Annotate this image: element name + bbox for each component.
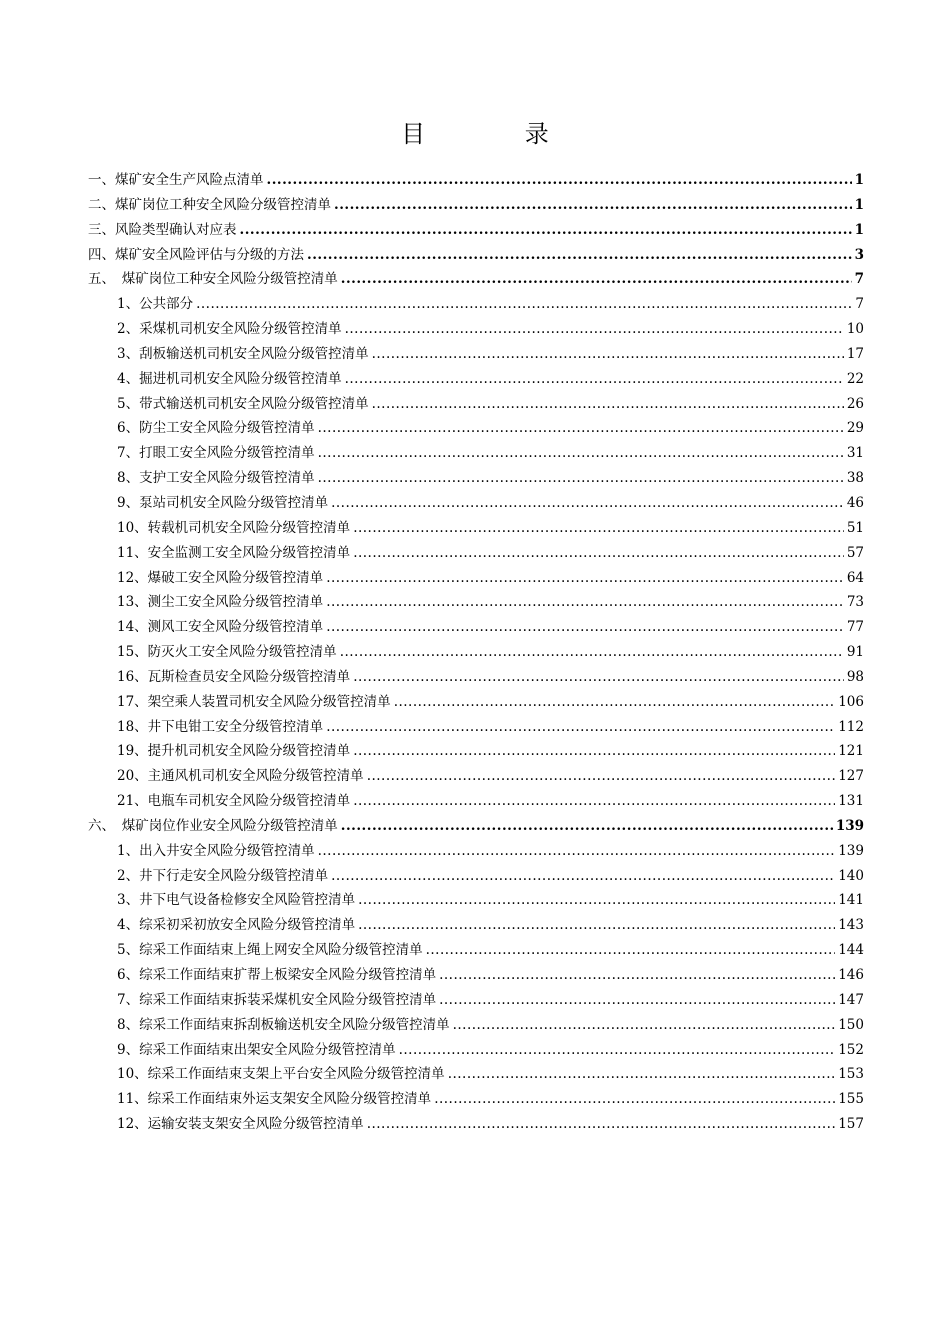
toc-dot-leader <box>439 963 835 988</box>
toc-entry-label: 1、公共部分 <box>117 296 194 313</box>
toc-entry-label: 21、电瓶车司机安全风险分级管控清单 <box>117 793 351 810</box>
toc-subsection-entry[interactable] <box>88 888 864 913</box>
toc-entry-page-number: 7 <box>854 271 864 288</box>
toc-entry-page-number: 112 <box>838 718 864 735</box>
toc-dot-leader <box>353 739 835 764</box>
toc-dot-leader <box>318 839 836 864</box>
toc-entry-label: 10、转载机司机安全风险分级管控清单 <box>117 519 351 536</box>
toc-entry-label: 12、爆破工安全风险分级管控清单 <box>117 569 324 586</box>
toc-entry-page-number: 91 <box>846 644 864 661</box>
toc-section-entry[interactable] <box>88 168 864 193</box>
toc-entry-page-number: 147 <box>838 991 864 1008</box>
toc-entry-label: 五、 煤矿岗位工种安全风险分级管控清单 <box>88 271 338 288</box>
toc-dot-leader <box>340 640 844 665</box>
page-title: 目 录 <box>401 120 595 148</box>
toc-entry-page-number: 140 <box>838 867 864 884</box>
toc-entry-label: 六、 煤矿岗位作业安全风险分级管控清单 <box>88 817 338 834</box>
toc-dot-leader <box>358 888 835 913</box>
toc-entry-page-number: 131 <box>838 793 864 810</box>
toc-entry-label: 9、泵站司机安全风险分级管控清单 <box>117 494 329 511</box>
table-of-contents <box>88 168 864 1137</box>
toc-entry-page-number: 10 <box>846 321 864 338</box>
toc-entry-page-number: 139 <box>835 817 864 834</box>
toc-entry-label: 16、瓦斯检查员安全风险分级管控清单 <box>117 668 351 685</box>
toc-dot-leader <box>434 1087 835 1112</box>
toc-entry-label: 15、防灭火工安全风险分级管控清单 <box>117 644 337 661</box>
toc-entry-label: 18、井下电钳工安全分级管控清单 <box>117 718 324 735</box>
toc-subsection-entry[interactable] <box>88 566 864 591</box>
toc-entry-label: 11、安全监测工安全风险分级管控清单 <box>117 544 351 561</box>
toc-entry-page-number: 73 <box>846 594 864 611</box>
toc-subsection-entry[interactable] <box>88 342 864 367</box>
toc-entry-page-number: 157 <box>838 1116 864 1133</box>
toc-dot-leader <box>399 1038 836 1063</box>
toc-entry-page-number: 17 <box>846 345 864 362</box>
toc-dot-leader <box>453 1013 836 1038</box>
toc-entry-page-number: 38 <box>846 470 864 487</box>
toc-entry-page-number: 3 <box>854 246 864 263</box>
toc-entry-page-number: 121 <box>838 743 864 760</box>
toc-dot-leader <box>448 1062 836 1087</box>
toc-entry-label: 14、测风工安全风险分级管控清单 <box>117 619 324 636</box>
toc-entry-page-number: 127 <box>838 768 864 785</box>
toc-subsection-entry[interactable] <box>88 491 864 516</box>
toc-entry-page-number: 106 <box>838 693 864 710</box>
toc-dot-leader <box>372 392 844 417</box>
toc-entry-label: 4、掘进机司机安全风险分级管控清单 <box>117 370 342 387</box>
toc-entry-page-number: 1 <box>854 172 864 188</box>
toc-entry-page-number: 26 <box>846 395 864 412</box>
toc-dot-leader <box>240 218 852 243</box>
toc-subsection-entry[interactable] <box>88 416 864 441</box>
toc-entry-label: 3、刮板输送机司机安全风险分级管控清单 <box>117 345 369 362</box>
toc-subsection-entry[interactable] <box>88 466 864 491</box>
toc-subsection-entry[interactable] <box>88 764 864 789</box>
toc-entry-page-number: 141 <box>838 892 864 909</box>
toc-subsection-entry[interactable] <box>88 1038 864 1063</box>
toc-dot-leader <box>334 193 852 218</box>
toc-entry-label: 5、带式输送机司机安全风险分级管控清单 <box>117 395 369 412</box>
toc-dot-leader <box>318 466 844 491</box>
toc-entry-page-number: 1 <box>854 196 864 213</box>
toc-entry-page-number: 150 <box>838 1016 864 1033</box>
toc-subsection-entry[interactable] <box>88 516 864 541</box>
toc-section-entry[interactable] <box>88 218 864 243</box>
toc-entry-label: 5、综采工作面结束上绳上网安全风险分级管控清单 <box>117 942 423 959</box>
toc-entry-page-number: 22 <box>846 370 864 387</box>
toc-entry-page-number: 46 <box>846 494 864 511</box>
toc-subsection-entry[interactable] <box>88 690 864 715</box>
toc-dot-leader <box>394 690 836 715</box>
toc-subsection-entry[interactable] <box>88 367 864 392</box>
toc-subsection-entry[interactable] <box>88 615 864 640</box>
toc-entry-label: 6、防尘工安全风险分级管控清单 <box>117 420 315 437</box>
toc-entry-label: 7、综采工作面结束拆装采煤机安全风险分级管控清单 <box>117 991 437 1008</box>
toc-dot-leader <box>331 864 835 889</box>
toc-subsection-entry[interactable] <box>88 1013 864 1038</box>
toc-dot-leader <box>426 938 836 963</box>
toc-entry-label: 一、煤矿安全生产风险点清单 <box>88 172 264 188</box>
toc-entry-page-number: 31 <box>846 445 864 462</box>
toc-entry-page-number: 143 <box>838 917 864 934</box>
toc-entry-page-number: 152 <box>838 1041 864 1058</box>
toc-subsection-entry[interactable] <box>88 913 864 938</box>
toc-entry-label: 20、主通风机司机安全风险分级管控清单 <box>117 768 364 785</box>
toc-entry-label: 13、测尘工安全风险分级管控清单 <box>117 594 324 611</box>
toc-entry-page-number: 51 <box>846 519 864 536</box>
toc-subsection-entry[interactable] <box>88 988 864 1013</box>
toc-section-entry[interactable] <box>88 243 864 268</box>
toc-dot-leader <box>196 292 852 317</box>
toc-entry-label: 8、综采工作面结束拆刮板输送机安全风险分级管控清单 <box>117 1016 450 1033</box>
toc-entry-label: 7、打眼工安全风险分级管控清单 <box>117 445 315 462</box>
toc-subsection-entry[interactable] <box>88 1087 864 1112</box>
toc-dot-leader <box>353 665 844 690</box>
toc-dot-leader <box>326 590 844 615</box>
toc-dot-leader <box>331 491 844 516</box>
toc-dot-leader <box>307 243 852 268</box>
toc-subsection-entry[interactable] <box>88 392 864 417</box>
toc-entry-page-number: 57 <box>846 544 864 561</box>
toc-entry-page-number: 1 <box>854 221 864 238</box>
toc-dot-leader <box>345 367 844 392</box>
toc-dot-leader <box>345 317 844 342</box>
toc-entry-label: 9、综采工作面结束出架安全风险分级管控清单 <box>117 1041 396 1058</box>
toc-section-entry[interactable] <box>88 267 864 292</box>
toc-dot-leader <box>318 416 844 441</box>
toc-entry-label: 11、综采工作面结束外运支架安全风险分级管控清单 <box>117 1091 432 1108</box>
toc-entry-label: 19、提升机司机安全风险分级管控清单 <box>117 743 351 760</box>
toc-entry-label: 8、支护工安全风险分级管控清单 <box>117 470 315 487</box>
toc-entry-label: 四、煤矿安全风险评估与分级的方法 <box>88 246 304 263</box>
toc-subsection-entry[interactable] <box>88 292 864 317</box>
toc-entry-page-number: 77 <box>846 619 864 636</box>
toc-subsection-entry[interactable] <box>88 665 864 690</box>
toc-dot-leader <box>367 764 836 789</box>
toc-subsection-entry[interactable] <box>88 541 864 566</box>
toc-entry-page-number: 139 <box>838 842 864 859</box>
toc-entry-label: 三、风险类型确认对应表 <box>88 221 237 238</box>
toc-subsection-entry[interactable] <box>88 938 864 963</box>
toc-dot-leader <box>358 913 835 938</box>
toc-dot-leader <box>372 342 844 367</box>
toc-dot-leader <box>326 615 844 640</box>
toc-dot-leader <box>353 541 844 566</box>
toc-subsection-entry[interactable] <box>88 715 864 740</box>
toc-dot-leader <box>326 715 835 740</box>
toc-subsection-entry[interactable] <box>88 1112 864 1137</box>
toc-entry-label: 12、运输安装支架安全风险分级管控清单 <box>117 1116 364 1133</box>
toc-entry-label: 3、井下电气设备检修安全风险管控清单 <box>117 892 356 909</box>
toc-entry-page-number: 153 <box>838 1066 864 1083</box>
toc-dot-leader <box>367 1112 836 1137</box>
toc-entry-label: 2、采煤机司机安全风险分级管控清单 <box>117 321 342 338</box>
toc-subsection-entry[interactable] <box>88 789 864 814</box>
toc-section-entry[interactable] <box>88 814 864 839</box>
toc-entry-label: 1、出入井安全风险分级管控清单 <box>117 842 315 859</box>
toc-subsection-entry[interactable] <box>88 640 864 665</box>
toc-dot-leader <box>439 988 835 1013</box>
toc-entry-label: 10、综采工作面结束支架上平台安全风险分级管控清单 <box>117 1066 445 1083</box>
toc-entry-page-number: 98 <box>846 668 864 685</box>
toc-subsection-entry[interactable] <box>88 1062 864 1087</box>
toc-dot-leader <box>326 566 844 591</box>
toc-dot-leader <box>341 267 852 292</box>
toc-entry-label: 二、煤矿岗位工种安全风险分级管控清单 <box>88 196 331 213</box>
toc-dot-leader <box>267 168 852 193</box>
toc-subsection-entry[interactable] <box>88 864 864 889</box>
toc-entry-page-number: 155 <box>838 1091 864 1108</box>
toc-entry-page-number: 7 <box>855 296 864 313</box>
toc-subsection-entry[interactable] <box>88 739 864 764</box>
toc-dot-leader <box>318 441 844 466</box>
toc-entry-page-number: 29 <box>846 420 864 437</box>
toc-section-entry[interactable] <box>88 193 864 218</box>
toc-entry-label: 17、架空乘人装置司机安全风险分级管控清单 <box>117 693 391 710</box>
toc-entry-label: 2、井下行走安全风险分级管控清单 <box>117 867 329 884</box>
toc-dot-leader <box>341 814 833 839</box>
toc-dot-leader <box>353 789 835 814</box>
toc-subsection-entry[interactable] <box>88 441 864 466</box>
toc-entry-label: 6、综采工作面结束扩帮上板梁安全风险分级管控清单 <box>117 967 437 983</box>
toc-entry-label: 4、综采初采初放安全风险分级管控清单 <box>117 917 356 934</box>
toc-dot-leader <box>353 516 844 541</box>
toc-subsection-entry[interactable] <box>88 839 864 864</box>
toc-subsection-entry[interactable] <box>88 590 864 615</box>
toc-subsection-entry[interactable] <box>88 963 864 988</box>
toc-subsection-entry[interactable] <box>88 317 864 342</box>
toc-entry-page-number: 64 <box>846 569 864 586</box>
toc-entry-page-number: 146 <box>838 967 864 983</box>
toc-entry-page-number: 144 <box>838 942 864 959</box>
